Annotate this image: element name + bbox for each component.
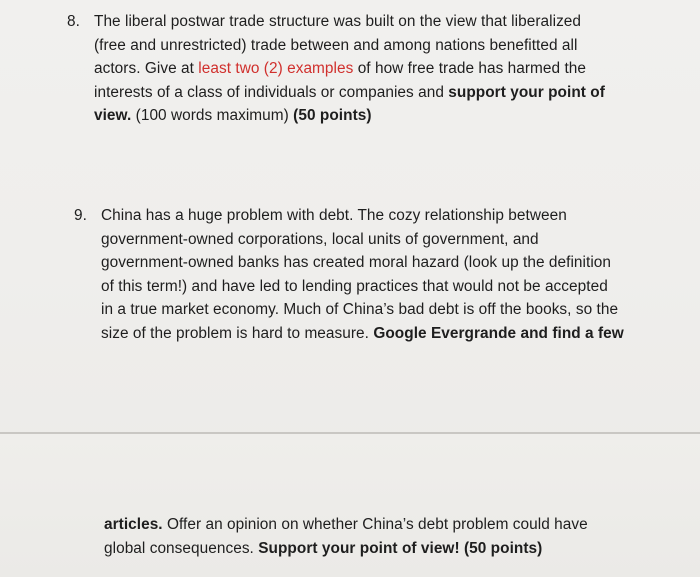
question-8-text-run: interests of a class of individuals or companies and (94, 83, 449, 101)
question-9-line: government-owned banks has created moral hazard (look up the definition (101, 254, 612, 271)
question-8-line (94, 57, 607, 81)
question-9 (74, 204, 634, 345)
question-8-word-limit: (100 words maximum) (131, 107, 294, 124)
question-9-line: of this term!) and have led to lending practices that would not be accepted (101, 277, 608, 295)
question-8-emphasis: view. (94, 107, 132, 124)
question-9-line: government-owned corporations, local units of government, and (101, 230, 539, 248)
question-9-continuation-line (104, 537, 604, 561)
question-8-text (94, 10, 607, 128)
question-9-continuation-line (104, 513, 604, 537)
question-8-emphasis: support your point of (448, 83, 605, 101)
question-9-continuation (104, 513, 604, 560)
question-9-text-run: global consequences. (104, 539, 259, 557)
question-8-line: (free and unrestricted) trade between and among nations benefitted all (94, 36, 578, 54)
question-9-line: China has a huge problem with debt. The cozy relationship between (101, 207, 567, 224)
question-9-emphasis: Google Evergrande and find a few (373, 324, 624, 342)
question-8 (67, 10, 607, 128)
question-9-emphasis: articles. (104, 516, 163, 533)
question-8-line (94, 81, 607, 105)
question-9-line: in a true market economy. Much of China’s bad debt is off the books, so the (101, 301, 619, 318)
question-9-text-run: Offer an opinion on whether China’s debt problem could have (162, 516, 588, 533)
question-8-text-run: actors. Give at (94, 60, 199, 77)
question-9-number: 9. (74, 207, 87, 224)
question-9-text (101, 204, 634, 345)
question-8-highlight: least two (2) examples (198, 60, 354, 77)
question-8-number: 8. (67, 13, 80, 30)
question-8-points: (50 points) (293, 107, 372, 124)
question-8-text-run: of how free trade has harmed the (353, 60, 587, 77)
question-9-points: Support your point of view! (50 points) (258, 539, 543, 557)
question-8-line: The liberal postwar trade structure was built on the view that liberalized (94, 13, 582, 30)
question-8-line (94, 104, 607, 128)
question-9-text-run: size of the problem is hard to measure. (101, 324, 374, 342)
question-9-line (101, 322, 634, 346)
